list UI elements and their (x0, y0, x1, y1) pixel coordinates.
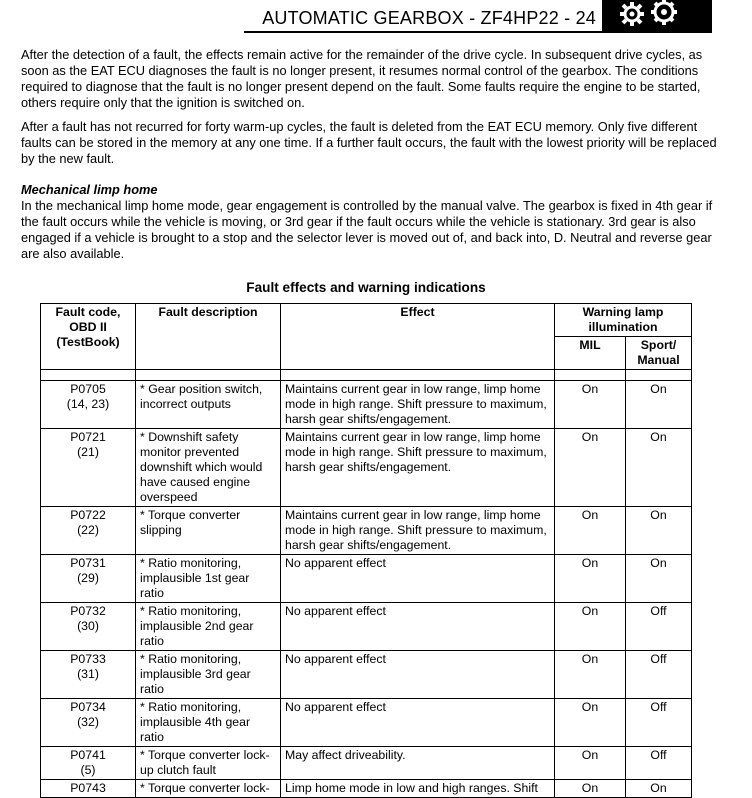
mil-cell: On (555, 780, 626, 798)
fault-description-cell: * Downshift safety monitor prevented downshift which would have caused engine overspeed (136, 429, 281, 507)
table-header-row (41, 304, 692, 337)
table-row (41, 780, 692, 798)
header-warning-lamp: Warning lamp illumination (555, 304, 692, 337)
effect-cell: No apparent effect (281, 603, 555, 651)
page-title: AUTOMATIC GEARBOX - ZF4HP22 - 24 (262, 8, 596, 28)
sport-manual-cell: On (626, 429, 692, 507)
mil-cell: On (555, 507, 626, 555)
paragraph-fault-memory: After a fault has not recurred for forty warm-up cycles, the fault is deleted from the EAT ECU memory. Only five different faults can be stored in the memory at any one time. If a further fault occurs, the fault with the lowest priority will be replaced by the new fault. (21, 119, 717, 166)
subheading-mechanical-limp-home: Mechanical limp home (21, 182, 158, 197)
mil-cell: On (555, 651, 626, 699)
mil-cell: On (555, 555, 626, 603)
fault-code-cell: P0731 (29) (41, 555, 136, 603)
mil-cell: On (555, 699, 626, 747)
header-rule (244, 31, 602, 33)
paragraph-fault-effects: After the detection of a fault, the effects remain active for the remainder of the drive cycle. In subsequent drive cycles, as soon as the EAT ECU diagnoses the fault is no longer present, it resumes normal control of the gearbox. The conditions required to diagnose that the fault is no longer present depend on the fault. Some faults require the engine to be started, others require only that the ignition is switched on. (21, 47, 703, 110)
fault-code-cell: P0733 (31) (41, 651, 136, 699)
paragraph-mechanical-limp-home: In the mechanical limp home mode, gear engagement is controlled by the manual valve. The gearbox is fixed in 4th gear if the fault occurs while the vehicle is moving, or 3rd gear if the fault occurs while the vehicle is stationary. 3rd gear is also engaged if a vehicle is brought to a stop and the selector lever is moved out of, and back into, D. Neutral and reverse gear are also available. (21, 198, 713, 261)
sport-manual-cell: Off (626, 651, 692, 699)
sport-manual-cell: Off (626, 603, 692, 651)
sport-manual-cell: Off (626, 747, 692, 780)
table-row (41, 555, 692, 603)
mil-cell: On (555, 381, 626, 429)
fault-description-cell: * Torque converter lock- (136, 780, 281, 798)
gears-icon (602, 0, 712, 33)
page-header (0, 0, 752, 36)
fault-description-cell: * Gear position switch, incorrect outputs (136, 381, 281, 429)
fault-description-cell: * Ratio monitoring, implausible 2nd gear ratio (136, 603, 281, 651)
header-effect: Effect (281, 304, 555, 370)
fault-description-cell: * Ratio monitoring, implausible 1st gear ratio (136, 555, 281, 603)
effect-cell: No apparent effect (281, 651, 555, 699)
header-mil: MIL (555, 337, 626, 370)
sport-manual-cell: On (626, 381, 692, 429)
mil-cell: On (555, 603, 626, 651)
fault-code-cell: P0732 (30) (41, 603, 136, 651)
effect-cell: May affect driveability. (281, 747, 555, 780)
table-row (41, 699, 692, 747)
sport-manual-cell: On (626, 780, 692, 798)
body-text (21, 47, 717, 262)
fault-code-cell: P0721 (21) (41, 429, 136, 507)
mil-cell: On (555, 429, 626, 507)
header-fault-description: Fault description (136, 304, 281, 370)
effect-cell: Maintains current gear in low range, limp home mode in high range. Shift pressure to maximum, harsh gear shifts/engagement. (281, 507, 555, 555)
fault-description-cell: * Torque converter slipping (136, 507, 281, 555)
fault-description-cell: * Torque converter lock-up clutch fault (136, 747, 281, 780)
table-row (41, 651, 692, 699)
fault-code-cell: P0734 (32) (41, 699, 136, 747)
effect-cell: No apparent effect (281, 555, 555, 603)
effect-cell: Maintains current gear in low range, limp home mode in high range. Shift pressure to maximum, harsh gear shifts/engagement. (281, 429, 555, 507)
fault-code-cell: P0722 (22) (41, 507, 136, 555)
fault-code-cell: P0705 (14, 23) (41, 381, 136, 429)
header-fault-code: Fault code, OBD II (TestBook) (41, 304, 136, 370)
sport-manual-cell: Off (626, 699, 692, 747)
fault-table (40, 303, 692, 798)
table-title: Fault effects and warning indications (246, 280, 486, 295)
sport-manual-cell: On (626, 555, 692, 603)
fault-description-cell: * Ratio monitoring, implausible 3rd gear ratio (136, 651, 281, 699)
mil-cell: On (555, 747, 626, 780)
table-row (41, 603, 692, 651)
table-row (41, 429, 692, 507)
fault-description-cell: * Ratio monitoring, implausible 4th gear ratio (136, 699, 281, 747)
effect-cell: No apparent effect (281, 699, 555, 747)
table-spacer-row (41, 370, 692, 381)
effect-cell: Limp home mode in low and high ranges. Shift (281, 780, 555, 798)
sport-manual-cell: On (626, 507, 692, 555)
header-sport-manual: Sport/ Manual (626, 337, 692, 370)
table-row (41, 381, 692, 429)
fault-code-cell: P0743 (41, 780, 136, 798)
table-row (41, 507, 692, 555)
effect-cell: Maintains current gear in low range, limp home mode in high range. Shift pressure to maximum, harsh gear shifts/engagement. (281, 381, 555, 429)
fault-code-cell: P0741 (5) (41, 747, 136, 780)
table-row (41, 747, 692, 780)
